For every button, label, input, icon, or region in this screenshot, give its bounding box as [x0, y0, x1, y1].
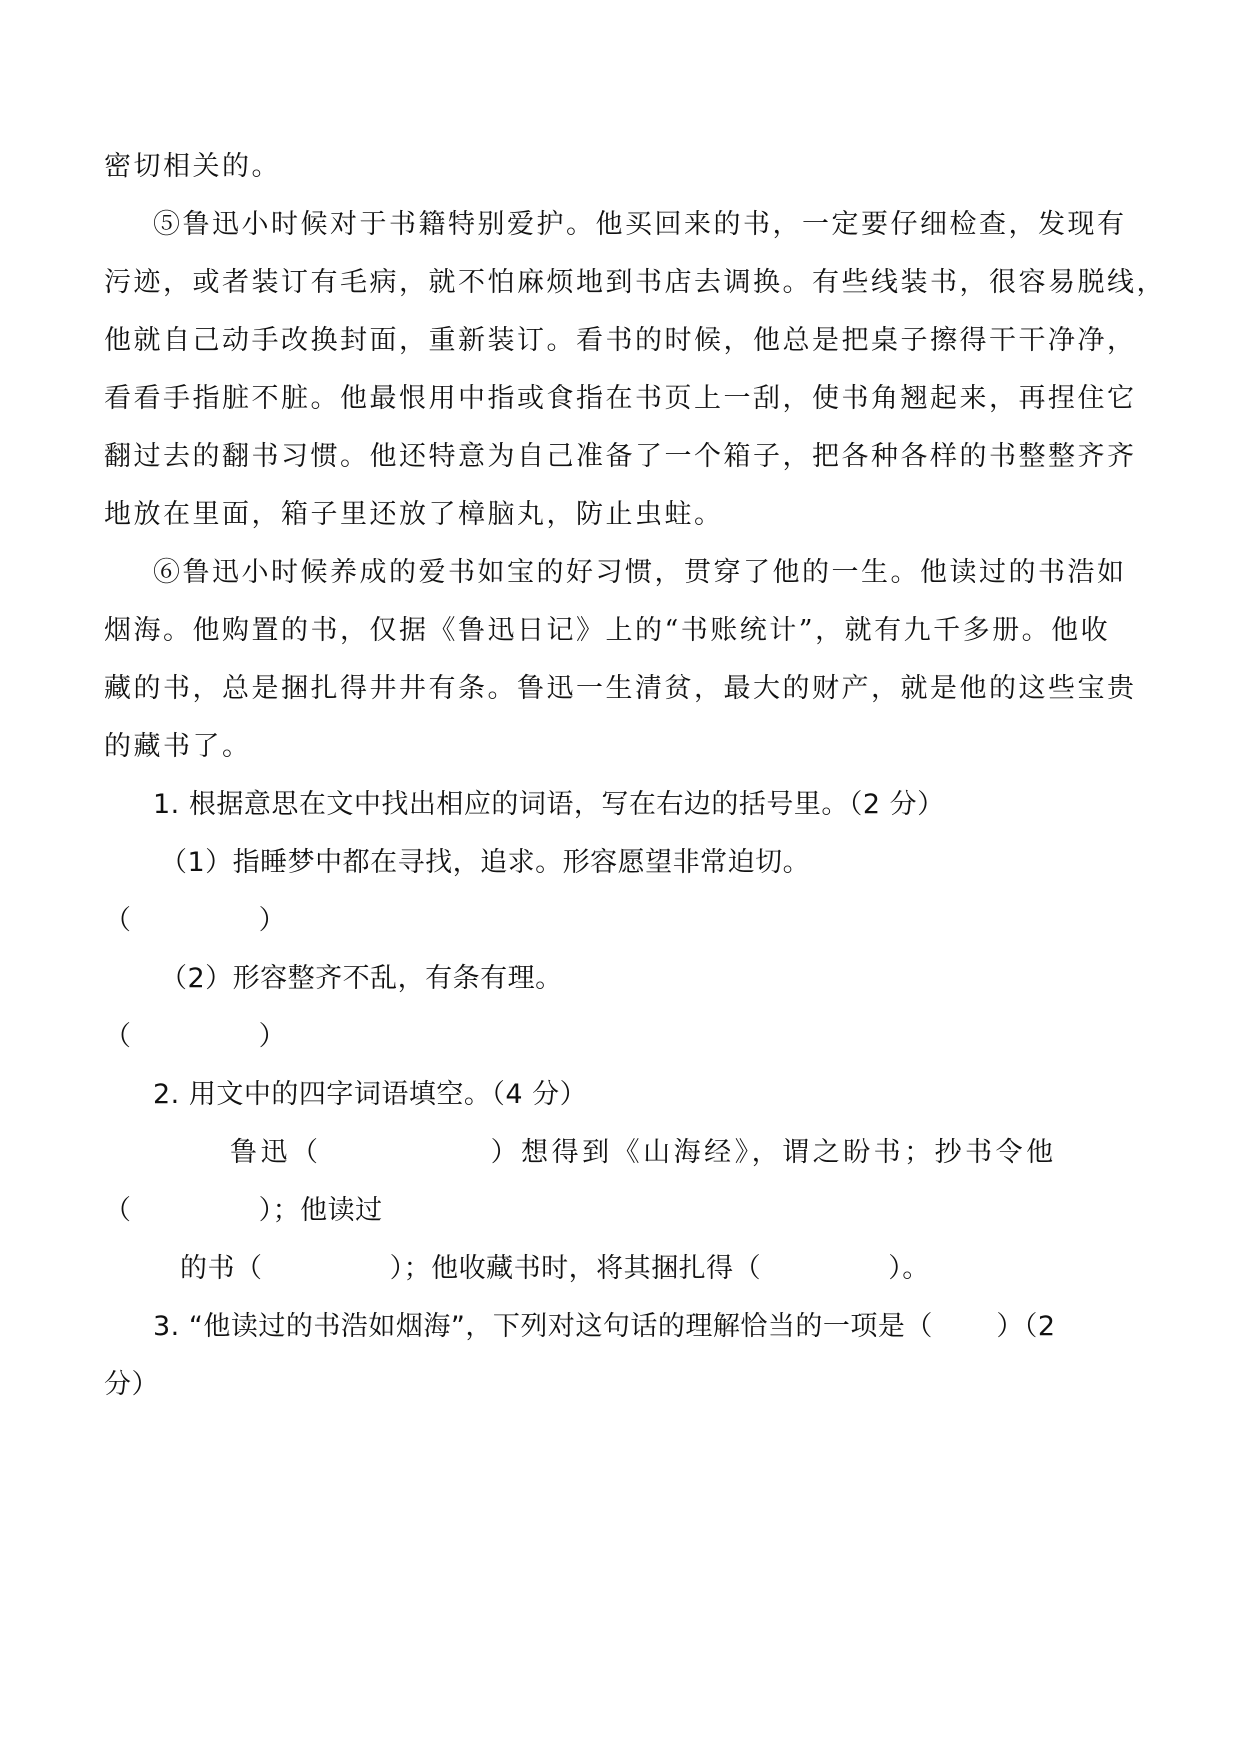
question-item: （1）指睡梦中都在寻找，追求。形容愿望非常迫切。 [160, 847, 811, 878]
question-stem: 3. “他读过的书浩如烟海”，下列对这句话的理解恰当的一项是（ ）（2 [153, 1311, 1056, 1342]
paragraph-line: 看看手指脏不脏。他最恨用中指或食指在书页上一刮，使书角翘起来，再捏住它 [104, 383, 1137, 414]
paragraph-line: 地放在里面，箱子里还放了樟脑丸，防止虫蛀。 [104, 499, 724, 530]
paragraph-line: 的藏书了。 [104, 731, 252, 762]
question-stem: 分） [104, 1369, 159, 1400]
question-item: （2）形容整齐不乱，有条有理。 [160, 963, 563, 994]
answer-blank[interactable]: （ ） [104, 905, 287, 936]
fill-in-line[interactable]: 的书（ ）；他收藏书时，将其捆扎得（ ）。 [180, 1253, 930, 1284]
paragraph-line: 他就自己动手改换封面，重新装订。看书的时候，他总是把桌子擦得干干净净， [104, 325, 1137, 356]
paragraph-line: ⑤鲁迅小时候对于书籍特别爱护。他买回来的书，一定要仔细检查，发现有 [153, 209, 1127, 240]
fill-in-line[interactable]: （ ）；他读过 [104, 1195, 383, 1226]
passage-continuation: 密切相关的。 [104, 151, 281, 182]
paragraph-line: 藏的书，总是捆扎得井井有条。鲁迅一生清贫，最大的财产，就是他的这些宝贵 [104, 673, 1137, 704]
paragraph-line: ⑥鲁迅小时候养成的爱书如宝的好习惯，贯穿了他的一生。他读过的书浩如 [153, 557, 1127, 588]
paragraph-line: 翻过去的翻书习惯。他还特意为自己准备了一个箱子，把各种各样的书整整齐齐 [104, 441, 1137, 472]
question-stem: 2. 用文中的四字词语填空。（4 分） [153, 1079, 588, 1110]
paragraph-line: 烟海。他购置的书，仅据《鲁迅日记》上的“书账统计”，就有九千多册。他收 [104, 615, 1111, 646]
fill-in-line[interactable]: 鲁迅（ ）想得到《山海经》，谓之盼书；抄书令他 [230, 1137, 1057, 1168]
answer-blank[interactable]: （ ） [104, 1021, 287, 1052]
question-stem: 1. 根据意思在文中找出相应的词语，写在右边的括号里。（2 分） [153, 789, 945, 820]
paragraph-line: 污迹，或者装订有毛病，就不怕麻烦地到书店去调换。有些线装书，很容易脱线， [104, 267, 1166, 298]
